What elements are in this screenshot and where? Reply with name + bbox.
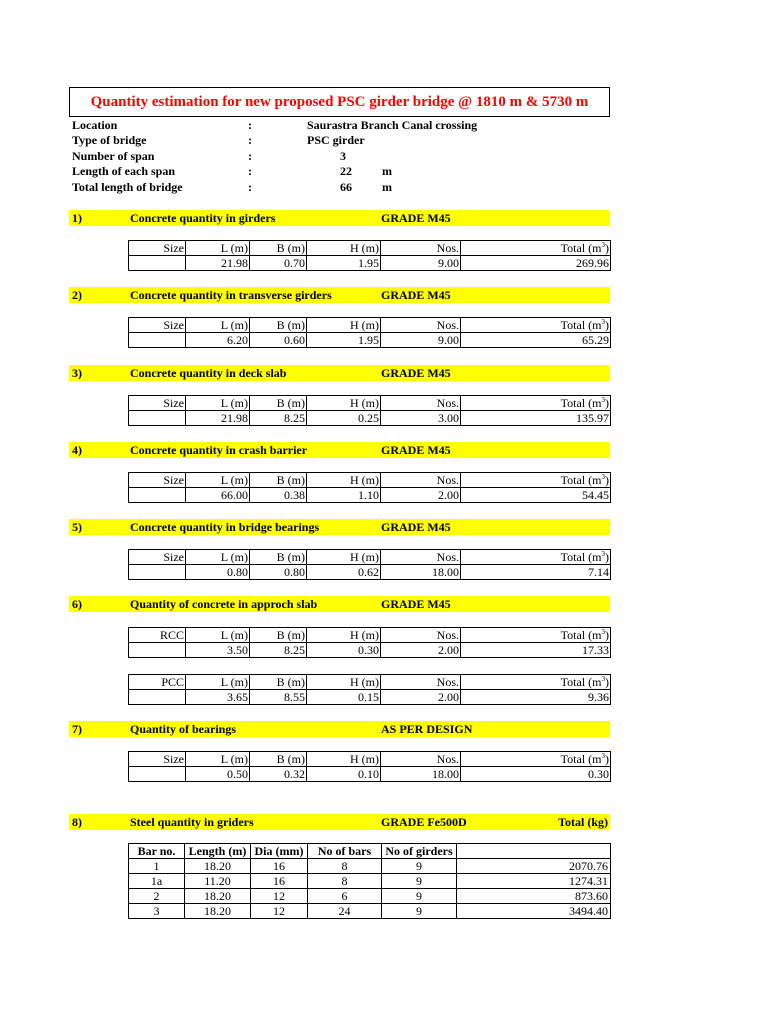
col-breadth-header: B (m): [250, 241, 307, 256]
header-row: [129, 396, 611, 411]
section-header: [69, 721, 610, 737]
breadth-value: 0.32: [250, 767, 307, 782]
steel-cell: 16: [251, 859, 308, 874]
steel-col-header: No of girders: [382, 844, 457, 859]
info-row: [72, 133, 612, 148]
height-value: 0.62: [307, 565, 381, 580]
height-value: 1.95: [307, 333, 381, 348]
height-value: 0.15: [307, 690, 381, 705]
info-label: Number of span: [72, 149, 155, 163]
breadth-value: 0.70: [250, 256, 307, 271]
col-length-header: L (m): [186, 752, 250, 767]
value-row: [129, 690, 611, 705]
col-nos-header: Nos.: [381, 241, 461, 256]
row-kind-label: RCC: [129, 628, 186, 643]
empty-cell: [129, 488, 186, 503]
total-header-text: Total (m: [560, 318, 602, 332]
total-header-end: ): [605, 396, 609, 410]
section-label: Quantity of concrete in approch slab: [130, 597, 318, 611]
section-number: 3): [72, 366, 82, 380]
header-row: [129, 241, 611, 256]
breadth-value: 8.25: [250, 643, 307, 658]
section-number: 1): [72, 211, 82, 225]
header-row: [129, 473, 611, 488]
steel-col-header: Bar no.: [129, 844, 185, 859]
total-header-sup: 3: [601, 396, 605, 404]
col-height-header: H (m): [307, 675, 381, 690]
empty-cell: [129, 333, 186, 348]
total-value: 65.29: [461, 333, 611, 348]
row-kind-label: PCC: [129, 675, 186, 690]
value-row: [129, 565, 611, 580]
total-header-end: ): [605, 675, 609, 689]
section-header: [69, 596, 610, 612]
total-header-text: Total (m: [560, 473, 602, 487]
section-label: Steel quantity in griders: [130, 815, 254, 829]
info-separator: :: [248, 180, 252, 194]
nos-value: 9.00: [381, 333, 461, 348]
steel-cell: 8: [308, 859, 382, 874]
total-header-end: ): [605, 473, 609, 487]
total-header-sup: 3: [601, 752, 605, 760]
col-breadth-header: B (m): [250, 473, 307, 488]
col-height-header: H (m): [307, 752, 381, 767]
col-total-header: [461, 318, 611, 333]
steel-col-header: [457, 844, 611, 859]
total-header-text: Total (m: [560, 550, 602, 564]
info-label: Location: [72, 118, 118, 132]
height-value: 0.30: [307, 643, 381, 658]
section-number: 6): [72, 597, 82, 611]
length-value: 3.50: [186, 643, 250, 658]
section-grade: GRADE M45: [381, 443, 451, 457]
section-header: [69, 814, 610, 830]
total-value: 9.36: [461, 690, 611, 705]
col-breadth-header: B (m): [250, 628, 307, 643]
section-number: 7): [72, 722, 82, 736]
info-row: [72, 164, 612, 179]
total-value: 135.97: [461, 411, 611, 426]
col-total-header: [461, 473, 611, 488]
col-nos-header: Nos.: [381, 752, 461, 767]
row-kind-label: Size: [129, 318, 186, 333]
total-header-text: Total (m: [560, 396, 602, 410]
total-value: 0.30: [461, 767, 611, 782]
col-nos-header: Nos.: [381, 396, 461, 411]
steel-cell: 18.20: [185, 889, 251, 904]
steel-cell: 1: [129, 859, 185, 874]
row-kind-label: Size: [129, 396, 186, 411]
breadth-value: 0.60: [250, 333, 307, 348]
section-grade: AS PER DESIGN: [381, 722, 473, 736]
length-value: 0.50: [186, 767, 250, 782]
steel-cell: 12: [251, 889, 308, 904]
steel-cell: 16: [251, 874, 308, 889]
col-breadth-header: B (m): [250, 318, 307, 333]
value-row: [129, 643, 611, 658]
height-value: 0.10: [307, 767, 381, 782]
info-unit: m: [382, 164, 392, 178]
quantity-table: [128, 627, 611, 658]
col-height-header: H (m): [307, 318, 381, 333]
empty-cell: [129, 256, 186, 271]
total-header-end: ): [605, 241, 609, 255]
col-nos-header: Nos.: [381, 318, 461, 333]
col-length-header: L (m): [186, 628, 250, 643]
quantity-table: [128, 674, 611, 705]
info-unit: m: [382, 180, 392, 194]
empty-cell: [129, 767, 186, 782]
height-value: 1.95: [307, 256, 381, 271]
empty-cell: [129, 565, 186, 580]
info-value: PSC girder: [307, 133, 365, 147]
col-breadth-header: B (m): [250, 550, 307, 565]
steel-cell: 6: [308, 889, 382, 904]
section-number: 4): [72, 443, 82, 457]
section-header: [69, 210, 610, 226]
total-header-text: Total (m: [560, 675, 602, 689]
total-value: 269.96: [461, 256, 611, 271]
header-row: [129, 675, 611, 690]
section-label: Quantity of bearings: [130, 722, 237, 736]
steel-col-header: No of bars: [308, 844, 382, 859]
info-row: [72, 149, 612, 164]
col-height-header: H (m): [307, 550, 381, 565]
header-row: [129, 752, 611, 767]
nos-value: 18.00: [381, 767, 461, 782]
steel-row: [129, 859, 611, 874]
steel-cell: 1274.31: [457, 874, 611, 889]
info-separator: :: [248, 149, 252, 163]
header-row: [129, 550, 611, 565]
col-breadth-header: B (m): [250, 675, 307, 690]
total-header-text: Total (m: [560, 241, 602, 255]
col-nos-header: Nos.: [381, 628, 461, 643]
steel-cell: 1a: [129, 874, 185, 889]
steel-table: [128, 843, 611, 919]
info-value: 3: [340, 149, 346, 163]
steel-header-row: [129, 844, 611, 859]
total-header-end: ): [605, 628, 609, 642]
breadth-value: 0.80: [250, 565, 307, 580]
section-label: Concrete quantity in crash barrier: [130, 443, 308, 457]
section-grade: GRADE M45: [381, 211, 451, 225]
length-value: 21.98: [186, 256, 250, 271]
quantity-table: [128, 395, 611, 426]
total-header-end: ): [605, 550, 609, 564]
breadth-value: 8.55: [250, 690, 307, 705]
steel-cell: 9: [382, 874, 457, 889]
section-label: Concrete quantity in bridge bearings: [130, 520, 320, 534]
col-length-header: L (m): [186, 675, 250, 690]
quantity-table: [128, 317, 611, 348]
info-separator: :: [248, 133, 252, 147]
nos-value: 3.00: [381, 411, 461, 426]
info-value: 66: [340, 180, 352, 194]
info-label: Total length of bridge: [72, 180, 183, 194]
section-header: [69, 519, 610, 535]
total-header-sup: 3: [601, 675, 605, 683]
col-total-header: [461, 628, 611, 643]
total-header-end: ): [605, 752, 609, 766]
total-value: 54.45: [461, 488, 611, 503]
col-total-header: [461, 241, 611, 256]
steel-cell: 3494.40: [457, 904, 611, 919]
row-kind-label: Size: [129, 752, 186, 767]
steel-cell: 8: [308, 874, 382, 889]
total-header-text: Total (m: [560, 752, 602, 766]
col-height-header: H (m): [307, 396, 381, 411]
steel-cell: 18.20: [185, 859, 251, 874]
steel-cell: 2: [129, 889, 185, 904]
value-row: [129, 488, 611, 503]
steel-cell: 9: [382, 904, 457, 919]
total-header-sup: 3: [601, 473, 605, 481]
title-box: [69, 87, 610, 117]
col-total-header: [461, 675, 611, 690]
steel-col-header: Length (m): [185, 844, 251, 859]
page-title: Quantity estimation for new proposed PSC girder bridge @ 1810 m & 5730 m: [90, 93, 589, 110]
nos-value: 2.00: [381, 690, 461, 705]
length-value: 66.00: [186, 488, 250, 503]
section-grade: GRADE Fe500D: [381, 815, 467, 829]
steel-row: [129, 874, 611, 889]
total-header-sup: 3: [601, 550, 605, 558]
header-row: [129, 628, 611, 643]
section-grade: GRADE M45: [381, 597, 451, 611]
col-length-header: L (m): [186, 396, 250, 411]
steel-cell: 12: [251, 904, 308, 919]
steel-cell: 24: [308, 904, 382, 919]
section-number: 2): [72, 288, 82, 302]
info-label: Length of each span: [72, 164, 176, 178]
section-header: [69, 365, 610, 381]
nos-value: 18.00: [381, 565, 461, 580]
col-nos-header: Nos.: [381, 675, 461, 690]
section-label: Concrete quantity in transverse girders: [130, 288, 332, 302]
steel-cell: 3: [129, 904, 185, 919]
col-total-header: [461, 550, 611, 565]
length-value: 6.20: [186, 333, 250, 348]
total-header-sup: 3: [601, 318, 605, 326]
section-label: Concrete quantity in deck slab: [130, 366, 287, 380]
empty-cell: [129, 643, 186, 658]
breadth-value: 8.25: [250, 411, 307, 426]
header-row: [129, 318, 611, 333]
value-row: [129, 333, 611, 348]
nos-value: 2.00: [381, 488, 461, 503]
row-kind-label: Size: [129, 473, 186, 488]
col-breadth-header: B (m): [250, 396, 307, 411]
section-header: [69, 442, 610, 458]
total-value: 7.14: [461, 565, 611, 580]
total-header-sup: 3: [601, 628, 605, 636]
col-nos-header: Nos.: [381, 550, 461, 565]
row-kind-label: Size: [129, 241, 186, 256]
steel-col-header: Dia (mm): [251, 844, 308, 859]
col-breadth-header: B (m): [250, 752, 307, 767]
total-value: 17.33: [461, 643, 611, 658]
steel-cell: 18.20: [185, 904, 251, 919]
section-header: [69, 287, 610, 303]
steel-row: [129, 904, 611, 919]
info-row: [72, 180, 612, 195]
info-label: Type of bridge: [72, 133, 147, 147]
col-height-header: H (m): [307, 241, 381, 256]
row-kind-label: Size: [129, 550, 186, 565]
col-length-header: L (m): [186, 318, 250, 333]
col-height-header: H (m): [307, 473, 381, 488]
steel-cell: 9: [382, 859, 457, 874]
steel-cell: 11.20: [185, 874, 251, 889]
height-value: 0.25: [307, 411, 381, 426]
info-value: Saurastra Branch Canal crossing: [307, 118, 478, 132]
col-nos-header: Nos.: [381, 473, 461, 488]
length-value: 0.80: [186, 565, 250, 580]
col-length-header: L (m): [186, 550, 250, 565]
steel-cell: 2070.76: [457, 859, 611, 874]
steel-cell: 873.60: [457, 889, 611, 904]
info-row: [72, 118, 612, 133]
section-grade: GRADE M45: [381, 288, 451, 302]
section-grade: GRADE M45: [381, 520, 451, 534]
length-value: 21.98: [186, 411, 250, 426]
col-length-header: L (m): [186, 241, 250, 256]
info-separator: :: [248, 164, 252, 178]
value-row: [129, 767, 611, 782]
quantity-table: [128, 472, 611, 503]
height-value: 1.10: [307, 488, 381, 503]
col-height-header: H (m): [307, 628, 381, 643]
quantity-table: [128, 240, 611, 271]
col-total-header: [461, 396, 611, 411]
total-header-text: Total (m: [560, 628, 602, 642]
breadth-value: 0.38: [250, 488, 307, 503]
info-separator: :: [248, 118, 252, 132]
empty-cell: [129, 411, 186, 426]
total-header-sup: 3: [601, 241, 605, 249]
section-number: 8): [72, 815, 82, 829]
steel-cell: 9: [382, 889, 457, 904]
length-value: 3.65: [186, 690, 250, 705]
quantity-table: [128, 751, 611, 782]
value-row: [129, 411, 611, 426]
nos-value: 9.00: [381, 256, 461, 271]
col-length-header: L (m): [186, 473, 250, 488]
value-row: [129, 256, 611, 271]
nos-value: 2.00: [381, 643, 461, 658]
empty-cell: [129, 690, 186, 705]
quantity-table: [128, 549, 611, 580]
steel-row: [129, 889, 611, 904]
info-value: 22: [340, 164, 352, 178]
col-total-header: [461, 752, 611, 767]
section-number: 5): [72, 520, 82, 534]
section-label: Concrete quantity in girders: [130, 211, 276, 225]
total-header-end: ): [605, 318, 609, 332]
section-total-label: Total (kg): [558, 815, 608, 829]
section-grade: GRADE M45: [381, 366, 451, 380]
